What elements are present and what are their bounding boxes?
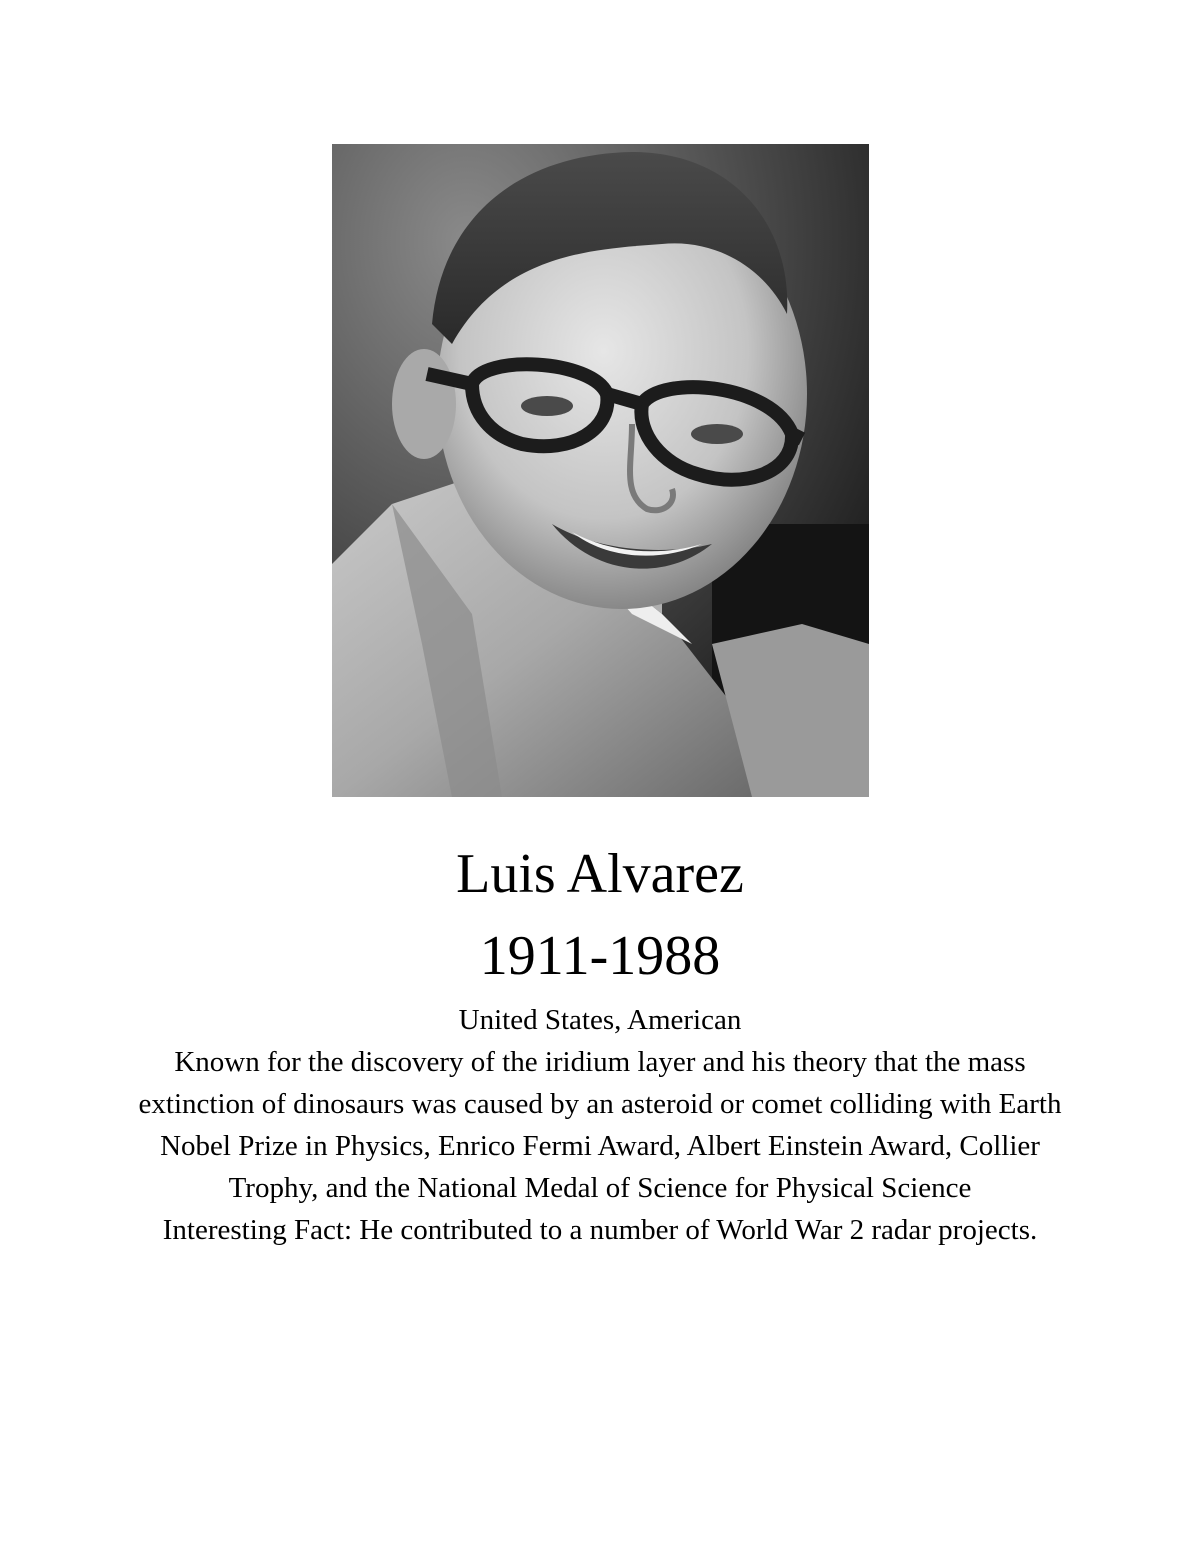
interesting-fact-paragraph: Interesting Fact: He contributed to a number of World War 2 radar projects. bbox=[162, 1214, 1038, 1246]
life-years: 1911-1988 bbox=[479, 925, 721, 987]
person-name: Luis Alvarez bbox=[456, 843, 744, 905]
biography-text bbox=[130, 999, 1070, 1251]
portrait-photo-image bbox=[332, 144, 869, 797]
known-for-paragraph: Known for the discovery of the iridium layer and his theory that the mass extinction of dinosaurs was caused by an asteroid or comet colliding with Earth bbox=[138, 1046, 1062, 1120]
nationality-line: United States, American bbox=[458, 1004, 742, 1036]
awards-paragraph: Nobel Prize in Physics, Enrico Fermi Award, Albert Einstein Award, Collier Trophy, and the National Medal of Science for Physical Science bbox=[160, 1130, 1040, 1204]
portrait-photo bbox=[332, 144, 869, 797]
